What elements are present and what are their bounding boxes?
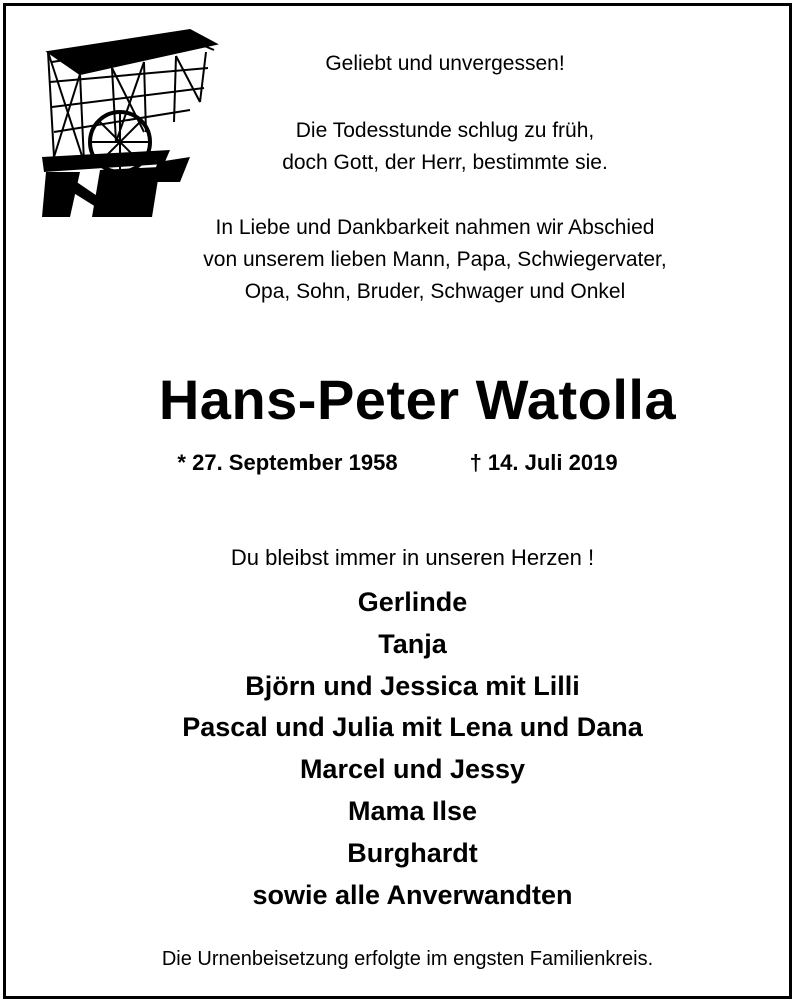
motto: Geliebt und unvergessen!: [325, 52, 565, 75]
mourners-list: [15, 582, 795, 916]
tribute-line: Du bleibst immer in unseren Herzen !: [230, 545, 595, 570]
verse-line: Die Todesstunde schlug zu früh,: [295, 119, 595, 142]
mourner-name: Mama Ilse: [347, 795, 478, 826]
death-date: † 14. Juli 2019: [469, 450, 618, 475]
mourner-name: Björn und Jessica mit Lilli: [245, 670, 580, 701]
birth-date: * 27. September 1958: [177, 450, 398, 475]
mourner-name: Gerlinde: [357, 587, 468, 617]
farewell-line: Opa, Sohn, Bruder, Schwager und Onkel: [244, 280, 626, 303]
burial-note: Die Urnenbeisetzung erfolgte im engsten Familienkreis.: [161, 948, 654, 970]
life-dates: [0, 448, 795, 478]
farewell-line: von unserem lieben Mann, Papa, Schwiegervater,: [203, 248, 667, 271]
deceased-name: Hans-Peter Watolla: [158, 368, 677, 431]
mourner-name: Tanja: [378, 628, 447, 659]
farewell-line: In Liebe und Dankbarkeit nahmen wir Abschied: [215, 216, 655, 239]
mourner-name: sowie alle Anverwandten: [252, 879, 573, 910]
mourner-name: Pascal und Julia mit Lena und Dana: [182, 712, 643, 743]
mourner-name: Burghardt: [347, 837, 478, 868]
verse-line: doch Gott, der Herr, bestimmte sie.: [282, 151, 608, 174]
farewell-text: [40, 212, 795, 308]
verse: [90, 115, 795, 179]
mourner-name: Marcel und Jessy: [299, 754, 526, 785]
